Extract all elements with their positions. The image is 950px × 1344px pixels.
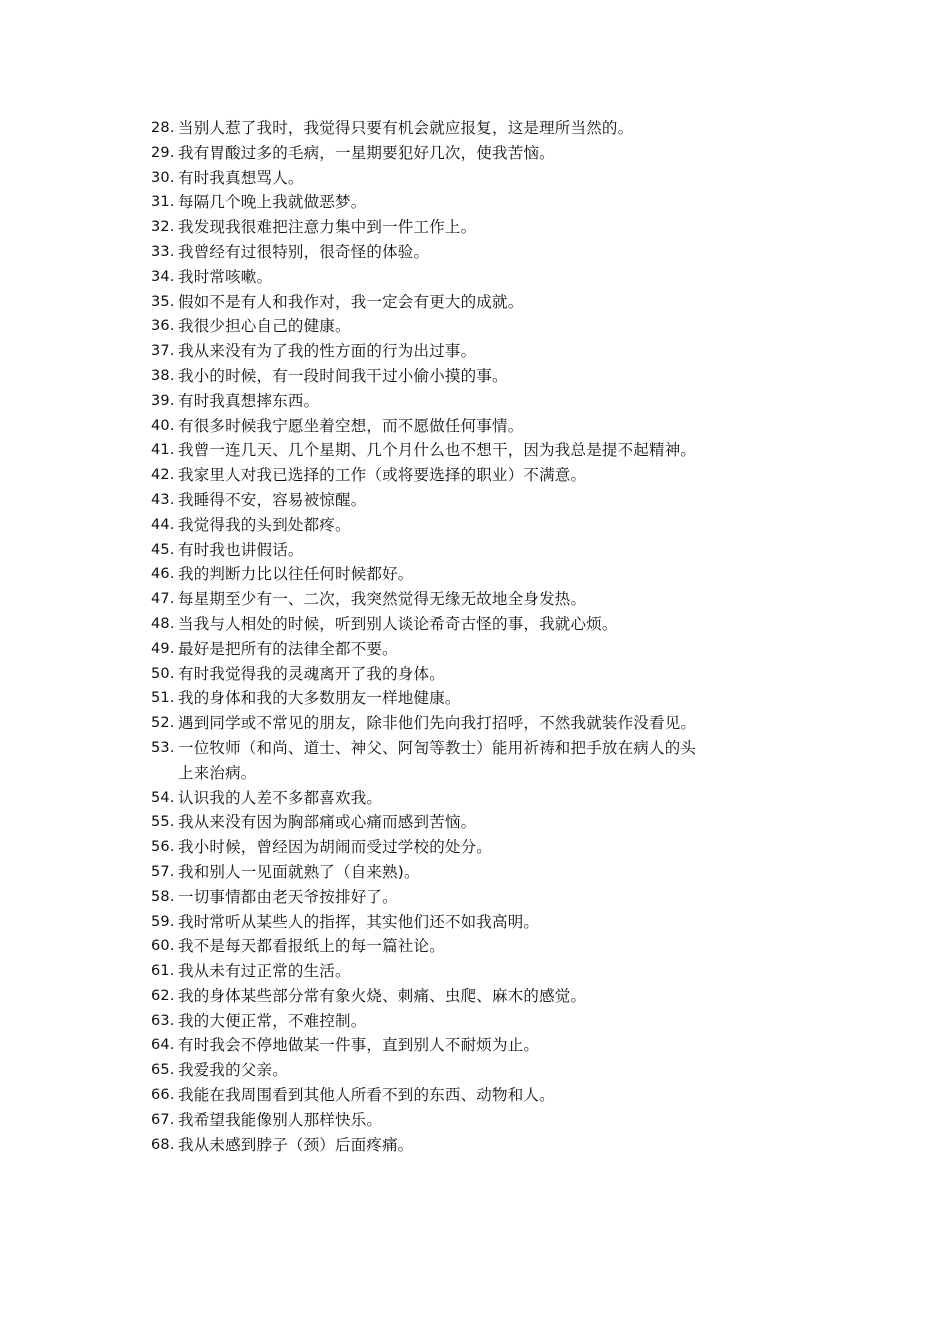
questionnaire-item	[151, 1108, 711, 1133]
item-text: 我小的时候，有一段时间我干过小偷小摸的事。	[178, 366, 508, 385]
item-number: 35.	[151, 293, 175, 310]
item-text: 我的身体和我的大多数朋友一样地健康。	[178, 689, 461, 708]
questionnaire-item	[151, 389, 711, 414]
item-number: 54.	[151, 789, 175, 806]
item-number: 50.	[151, 665, 175, 682]
item-text: 我觉得我的头到处都疼。	[178, 515, 351, 534]
item-number: 37.	[151, 343, 175, 360]
questionnaire-item	[151, 438, 711, 463]
item-number: 57.	[151, 863, 175, 880]
questionnaire-item	[151, 240, 711, 265]
item-number: 44.	[151, 516, 175, 533]
item-number: 48.	[151, 615, 175, 632]
item-number: 34.	[151, 268, 175, 285]
item-number: 47.	[151, 591, 175, 608]
questionnaire-item	[151, 686, 711, 711]
item-number: 42.	[151, 467, 175, 484]
questionnaire-item	[151, 662, 711, 687]
item-number: 56.	[151, 839, 175, 856]
item-number: 62.	[151, 987, 175, 1004]
item-text: 遇到同学或不常见的朋友，除非他们先向我打招呼，不然我就装作没看见。	[178, 714, 697, 733]
item-number: 40.	[151, 417, 175, 434]
item-text: 一切事情都由老天爷按排好了。	[178, 887, 398, 906]
item-text: 当我与人相处的时候，听到别人谈论希奇古怪的事，我就心烦。	[178, 614, 618, 633]
item-number: 29.	[151, 144, 175, 161]
item-text: 我从未有过正常的生活。	[178, 962, 351, 981]
questionnaire-item	[151, 1009, 711, 1034]
item-text: 有时我会不停地做某一件事，直到别人不耐烦为止。	[178, 1036, 540, 1055]
item-text: 我和别人一见面就熟了（自来熟)。	[178, 862, 420, 881]
item-text: 有时我真想摔东西。	[178, 391, 320, 410]
item-number: 63.	[151, 1012, 175, 1029]
questionnaire-item	[151, 984, 711, 1009]
item-text: 我曾一连几天、几个星期、几个月什么也不想干，因为我总是提不起精神。	[178, 441, 697, 460]
item-text: 我曾经有过很特别，很奇怪的体验。	[178, 242, 430, 261]
item-text: 最好是把所有的法律全都不要。	[178, 639, 398, 658]
questionnaire-item	[151, 562, 711, 587]
questionnaire-item	[151, 463, 711, 488]
questionnaire-item	[151, 860, 711, 885]
item-text: 我能在我周围看到其他人所看不到的东西、动物和人。	[178, 1086, 555, 1105]
questionnaire-item	[151, 736, 711, 786]
questionnaire-item	[151, 1133, 711, 1158]
questionnaire-item	[151, 786, 711, 811]
item-number: 28.	[151, 120, 175, 136]
item-number: 59.	[151, 913, 175, 930]
item-number: 66.	[151, 1087, 175, 1104]
item-text: 我从未感到脖子（颈）后面疼痛。	[178, 1135, 414, 1154]
item-text: 我从来没有为了我的性方面的行为出过事。	[178, 342, 477, 361]
item-number: 33.	[151, 243, 175, 260]
questionnaire-item-list	[151, 116, 711, 1157]
questionnaire-item	[151, 612, 711, 637]
questionnaire-item	[151, 265, 711, 290]
questionnaire-item	[151, 166, 711, 191]
item-number: 39.	[151, 392, 175, 409]
item-number: 49.	[151, 640, 175, 657]
item-number: 67.	[151, 1111, 175, 1128]
questionnaire-item	[151, 488, 711, 513]
item-text: 每隔几个晚上我就做恶梦。	[178, 193, 367, 212]
questionnaire-item	[151, 513, 711, 538]
questionnaire-item	[151, 885, 711, 910]
questionnaire-item	[151, 587, 711, 612]
item-number: 53.	[151, 739, 175, 756]
questionnaire-item	[151, 414, 711, 439]
questionnaire-item	[151, 1083, 711, 1108]
item-number: 32.	[151, 219, 175, 236]
item-number: 64.	[151, 1037, 175, 1054]
questionnaire-item	[151, 910, 711, 935]
item-text: 我希望我能像别人那样快乐。	[178, 1110, 383, 1129]
item-text: 我的判断力比以往任何时候都好。	[178, 565, 414, 584]
questionnaire-item	[151, 141, 711, 166]
item-text: 有时我觉得我的灵魂离开了我的身体。	[178, 664, 445, 683]
item-text: 我从来没有因为胸部痛或心痛而感到苦恼。	[178, 813, 477, 832]
item-text: 我爱我的父亲。	[178, 1061, 288, 1080]
item-text: 有很多时候我宁愿坐着空想，而不愿做任何事情。	[178, 416, 524, 435]
item-number: 68.	[151, 1136, 175, 1153]
questionnaire-item	[151, 1033, 711, 1058]
item-text: 假如不是有人和我作对，我一定会有更大的成就。	[178, 292, 524, 311]
item-number: 61.	[151, 963, 175, 980]
item-number: 38.	[151, 367, 175, 384]
item-text: 我不是每天都看报纸上的每一篇社论。	[178, 937, 445, 956]
item-number: 36.	[151, 318, 175, 335]
item-text: 当别人惹了我时，我觉得只要有机会就应报复，这是理所当然的。	[178, 119, 634, 137]
item-text: 我的身体某些部分常有象火烧、刺痛、虫爬、麻木的感觉。	[178, 986, 587, 1005]
item-number: 43.	[151, 491, 175, 508]
questionnaire-item	[151, 934, 711, 959]
questionnaire-item	[151, 538, 711, 563]
item-text: 有时我也讲假话。	[178, 540, 304, 559]
item-number: 55.	[151, 814, 175, 831]
item-text: 一位牧师（和尚、道士、神父、阿訇等教士）能用祈祷和把手放在病人的头上来治病。	[178, 738, 697, 782]
item-number: 51.	[151, 690, 175, 707]
item-text: 我家里人对我已选择的工作（或将要选择的职业）不满意。	[178, 466, 587, 485]
questionnaire-item	[151, 190, 711, 215]
item-text: 我很少担心自己的健康。	[178, 317, 351, 336]
questionnaire-item	[151, 339, 711, 364]
questionnaire-item	[151, 835, 711, 860]
item-text: 我的大便正常，不难控制。	[178, 1011, 367, 1030]
item-text: 我有胃酸过多的毛病，一星期要犯好几次，使我苦恼。	[178, 143, 555, 162]
item-text: 我发现我很难把注意力集中到一件工作上。	[178, 218, 477, 237]
item-number: 45.	[151, 541, 175, 558]
item-number: 65.	[151, 1062, 175, 1079]
questionnaire-item	[151, 364, 711, 389]
item-number: 30.	[151, 169, 175, 186]
item-number: 60.	[151, 938, 175, 955]
questionnaire-item	[151, 959, 711, 984]
item-number: 46.	[151, 566, 175, 583]
item-number: 31.	[151, 194, 175, 211]
item-text: 我时常咳嗽。	[178, 267, 273, 286]
questionnaire-item	[151, 711, 711, 736]
item-number: 52.	[151, 715, 175, 732]
questionnaire-item	[151, 1058, 711, 1083]
item-number: 58.	[151, 888, 175, 905]
item-text: 我时常听从某些人的指挥，其实他们还不如我高明。	[178, 912, 540, 931]
questionnaire-item	[151, 290, 711, 315]
item-text: 我小时候，曾经因为胡闹而受过学校的处分。	[178, 838, 493, 857]
questionnaire-item	[151, 215, 711, 240]
questionnaire-item	[151, 637, 711, 662]
item-text: 认识我的人差不多都喜欢我。	[178, 788, 383, 807]
item-number: 41.	[151, 442, 175, 459]
item-text: 每星期至少有一、二次，我突然觉得无缘无故地全身发热。	[178, 590, 587, 609]
questionnaire-item	[151, 116, 711, 141]
questionnaire-item	[151, 810, 711, 835]
item-text: 有时我真想骂人。	[178, 168, 304, 187]
item-text: 我睡得不安，容易被惊醒。	[178, 490, 367, 509]
questionnaire-item	[151, 314, 711, 339]
